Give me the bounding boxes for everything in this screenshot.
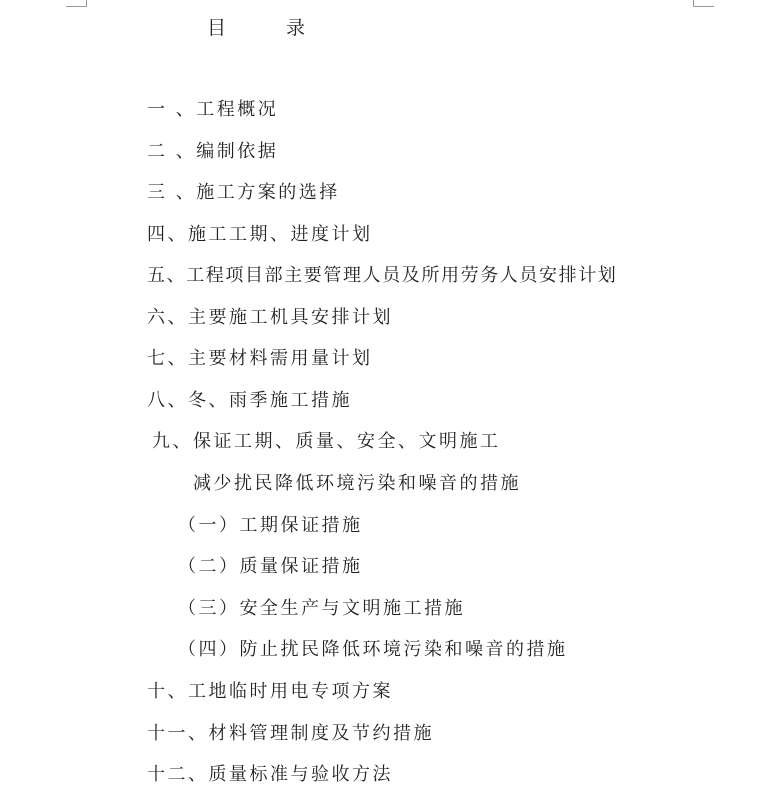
- toc-item: 三 、施工方案的选择: [147, 182, 340, 203]
- toc-subitem: （三）安全生产与文明施工措施: [178, 598, 465, 619]
- toc-subitem: （四）防止扰民降低环境污染和噪音的措施: [178, 639, 568, 660]
- toc-subitem: （二）质量保证措施: [178, 556, 363, 577]
- toc-item: 十二、质量标准与验收方法: [147, 764, 393, 785]
- toc-item: 二 、编制依据: [147, 141, 279, 162]
- toc-item: 八、冬、雨季施工措施: [147, 390, 352, 411]
- toc-item: 一 、工程概况: [147, 99, 279, 120]
- toc-subitem: （一）工期保证措施: [178, 515, 363, 536]
- toc-item: 七、主要材料需用量计划: [147, 348, 373, 369]
- toc-item: 六、主要施工机具安排计划: [147, 307, 393, 328]
- toc-item: 十一、材料管理制度及节约措施: [147, 723, 434, 744]
- toc-heading-char-2: 录: [286, 17, 306, 39]
- toc-item: 五、工程项目部主要管理人员及所用劳务人员安排计划: [147, 265, 618, 286]
- toc-item: 四、施工工期、进度计划: [147, 224, 373, 245]
- toc-item: 十、工地临时用电专项方案: [147, 681, 393, 702]
- toc-heading-char-1: 目: [207, 17, 227, 39]
- toc-item-continuation: 减少扰民降低环境污染和噪音的措施: [193, 473, 521, 494]
- toc-item: 九、保证工期、质量、安全、文明施工: [152, 431, 501, 452]
